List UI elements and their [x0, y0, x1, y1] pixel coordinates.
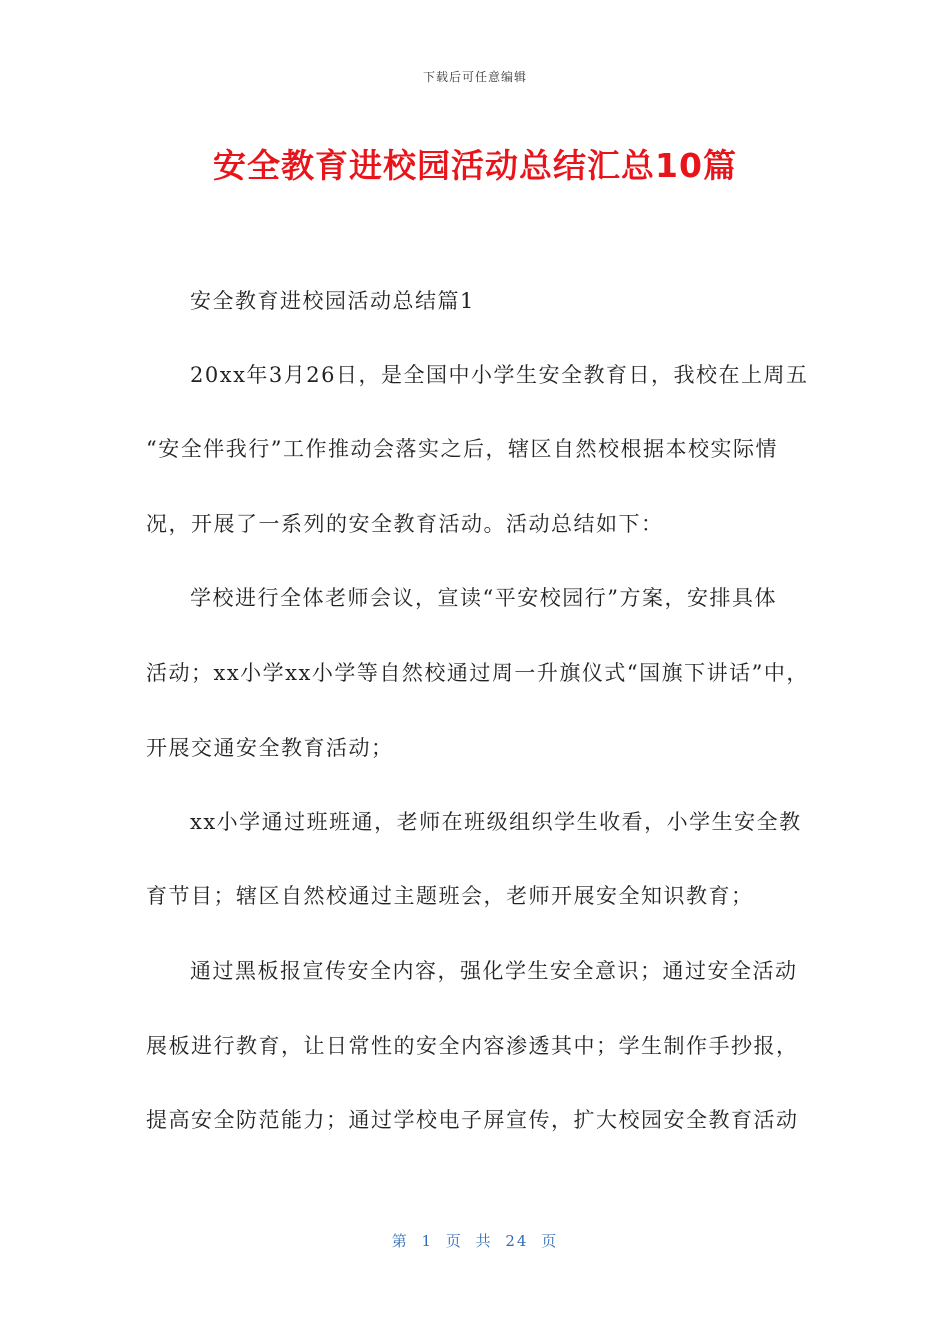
paragraph-line: 况，开展了一系列的安全教育活动。活动总结如下：	[146, 512, 664, 536]
page-number-footer: 第 1 页 共 24 页	[391, 1232, 559, 1250]
paragraph-line: xx小学通过班班通，老师在班级组织学生收看，小学生安全教	[190, 810, 802, 834]
paragraph-line: 展板进行教育，让日常性的安全内容渗透其中；学生制作手抄报，	[146, 1034, 799, 1058]
paragraph-line: 活动；xx小学xx小学等自然校通过周一升旗仪式“国旗下讲话”中，	[146, 661, 809, 685]
header-note: 下载后可任意编辑	[422, 70, 527, 84]
paragraph-line: 提高安全防范能力；通过学校电子屏宣传，扩大校园安全教育活动	[146, 1108, 799, 1132]
document-title: 安全教育进校园活动总结汇总10篇	[213, 146, 737, 185]
section-heading: 安全教育进校园活动总结篇1	[190, 289, 475, 313]
paragraph-line: 开展交通安全教育活动；	[146, 736, 394, 760]
paragraph-line: 通过黑板报宣传安全内容，强化学生安全意识；通过安全活动	[190, 959, 798, 983]
paragraph-line: 20xx年3月26日，是全国中小学生安全教育日，我校在上周五	[190, 363, 809, 387]
paragraph-line: “安全伴我行”工作推动会落实之后，辖区自然校根据本校实际情	[146, 437, 778, 461]
paragraph-line: 育节目；辖区自然校通过主题班会，老师开展安全知识教育；	[146, 884, 754, 908]
paragraph-line: 学校进行全体老师会议，宣读“平安校园行”方案，安排具体	[190, 586, 777, 610]
